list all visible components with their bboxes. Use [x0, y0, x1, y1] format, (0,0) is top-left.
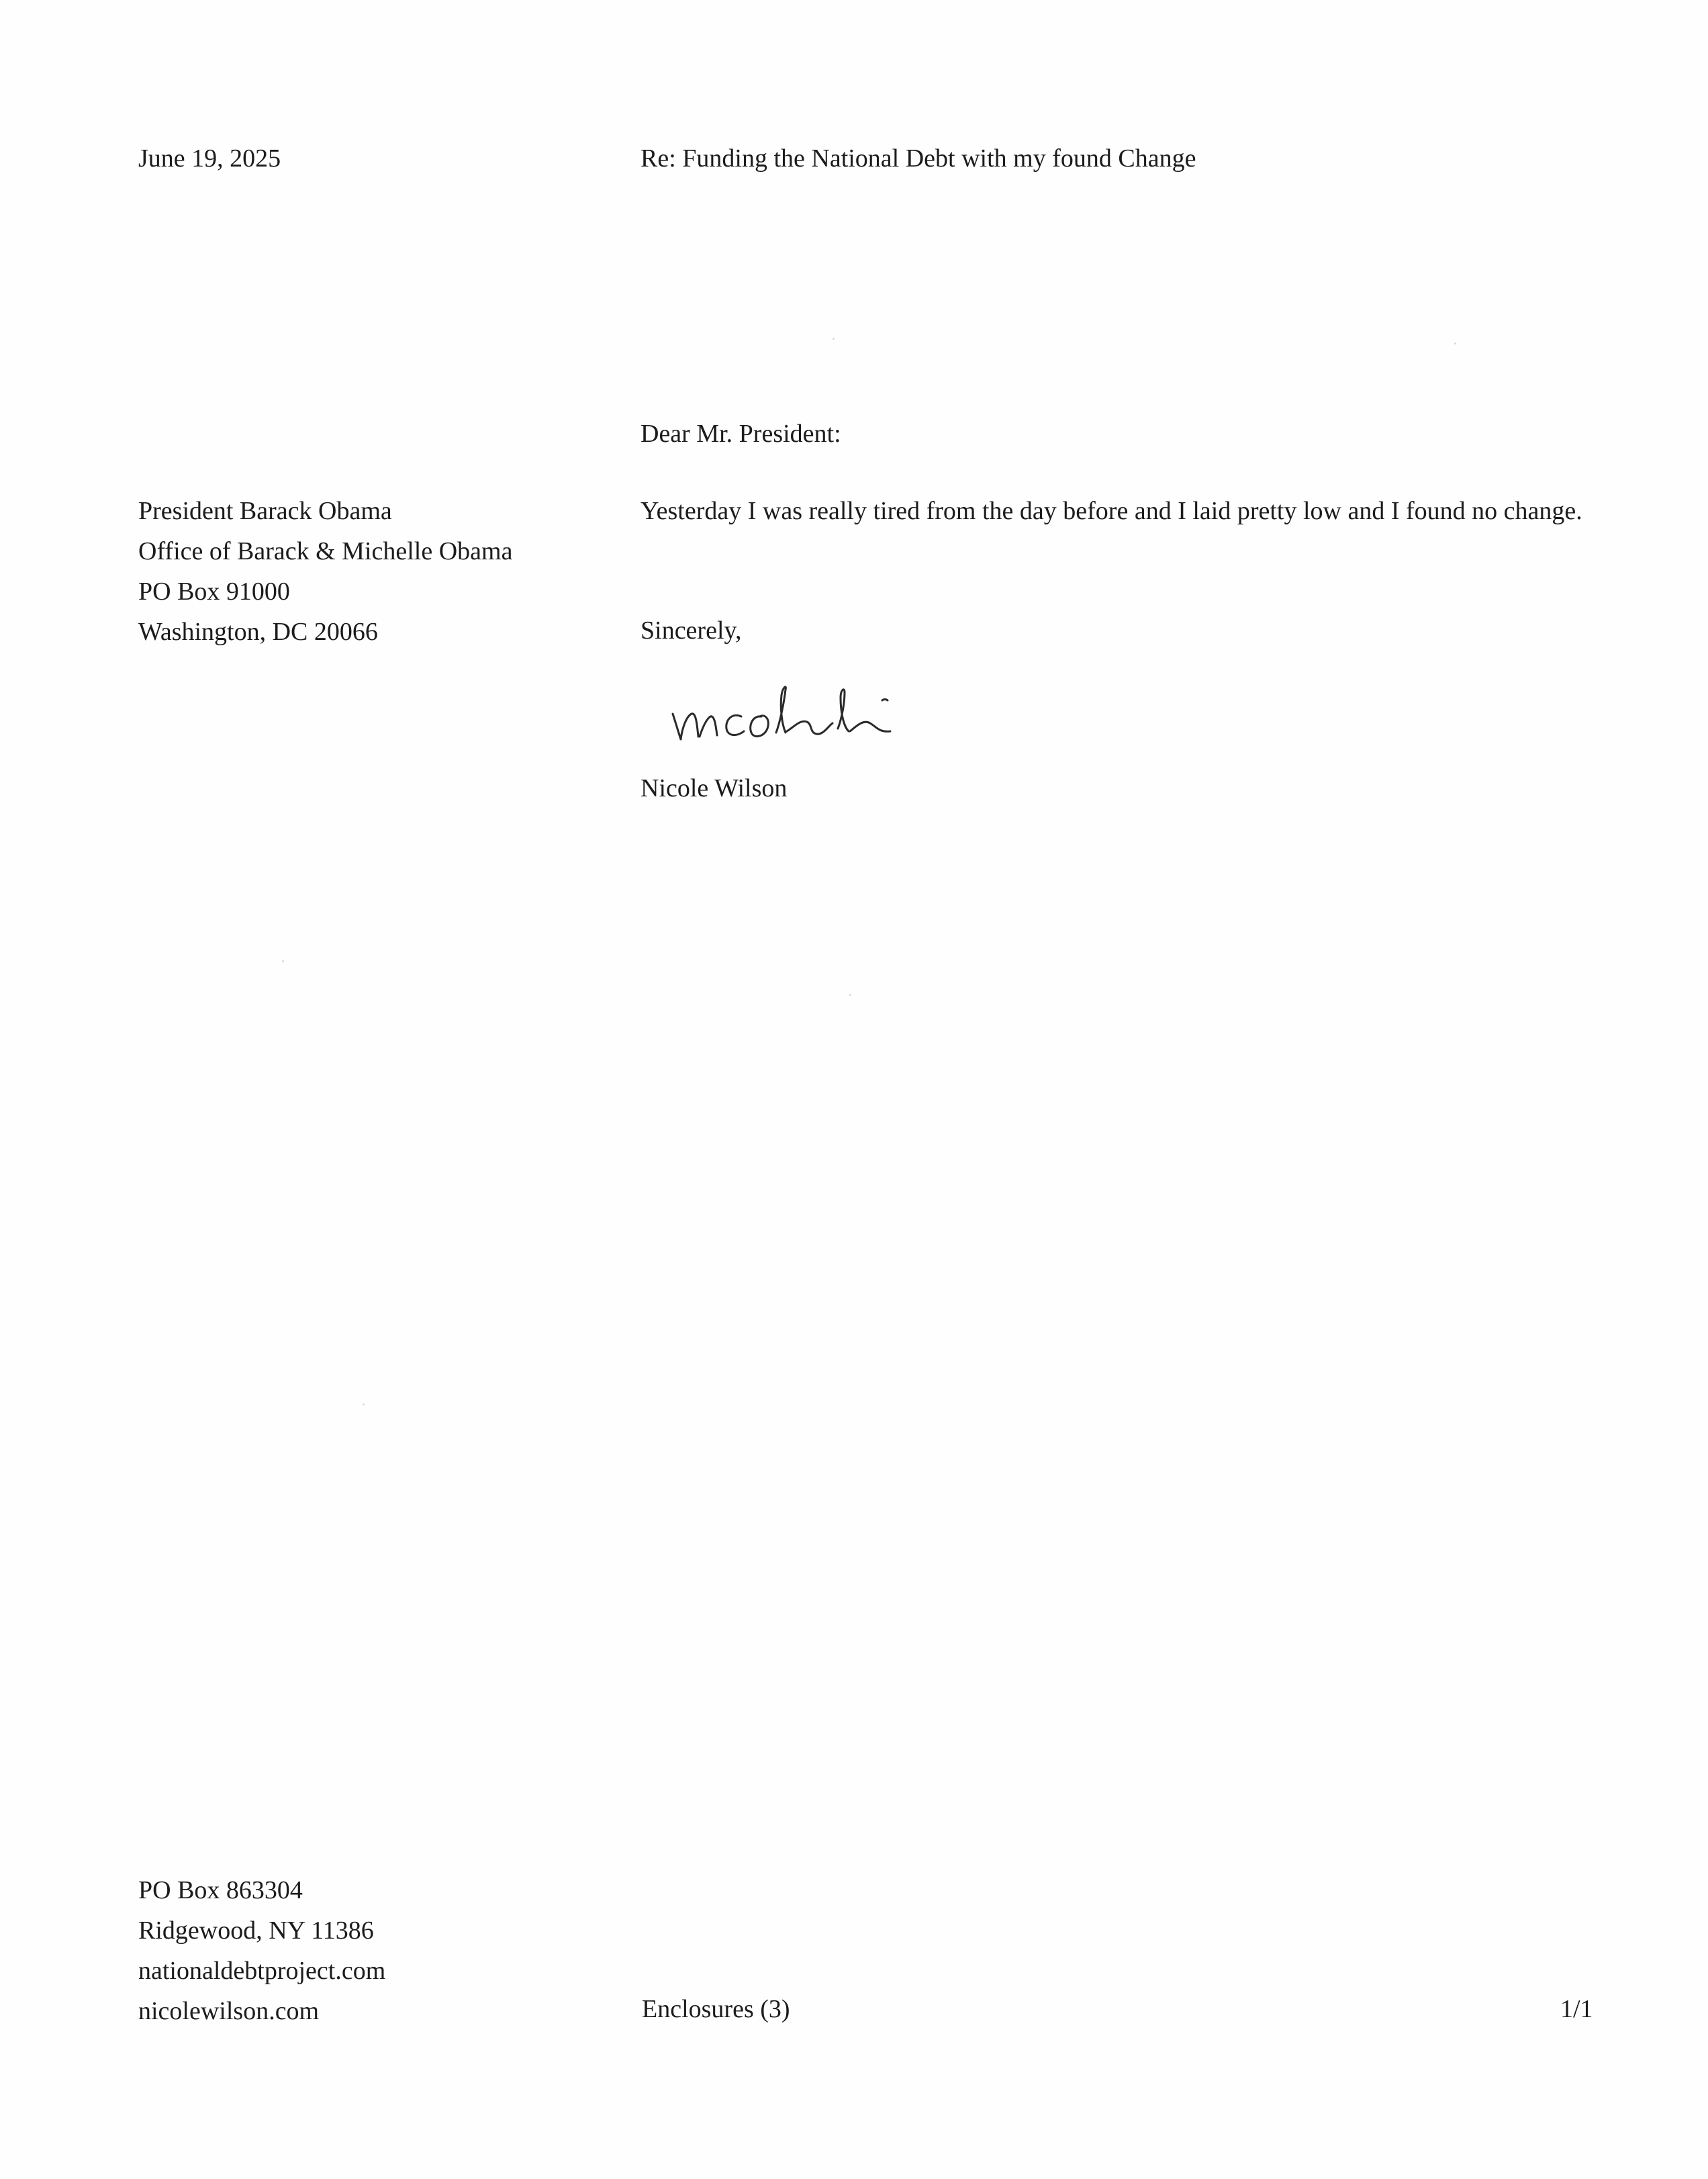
scan-speck [833, 338, 835, 340]
sender-address [138, 1870, 385, 2031]
recipient-address [138, 491, 512, 652]
handwritten-signature [669, 675, 971, 755]
scan-speck [849, 994, 851, 996]
enclosures-note: Enclosures (3) [642, 1995, 790, 2023]
recipient-po-box: PO Box 91000 [138, 577, 290, 606]
recipient-name: President Barack Obama [138, 497, 392, 525]
sender-po-box: PO Box 863304 [138, 1876, 303, 1904]
salutation: Dear Mr. President: [640, 420, 841, 448]
page-number: 1/1 [1560, 1995, 1593, 2023]
letter-subject: Re: Funding the National Debt with my found Change [640, 144, 1196, 173]
scan-speck [363, 1403, 365, 1405]
recipient-city-state-zip: Washington, DC 20066 [138, 618, 378, 646]
scan-speck [282, 960, 284, 962]
signer-name: Nicole Wilson [640, 774, 788, 802]
sender-website-1: nationaldebtproject.com [138, 1957, 386, 1985]
letter-date: June 19, 2025 [138, 144, 281, 173]
scan-speck [1454, 342, 1456, 344]
sender-website-2: nicolewilson.com [138, 1997, 320, 2025]
closing: Sincerely, [640, 616, 742, 645]
recipient-office: Office of Barack & Michelle Obama [138, 537, 513, 565]
letter-body: Yesterday I was really tired from the day before and I laid pretty low and I found no change. [640, 497, 1582, 525]
sender-city-state-zip: Ridgewood, NY 11386 [138, 1916, 374, 1945]
